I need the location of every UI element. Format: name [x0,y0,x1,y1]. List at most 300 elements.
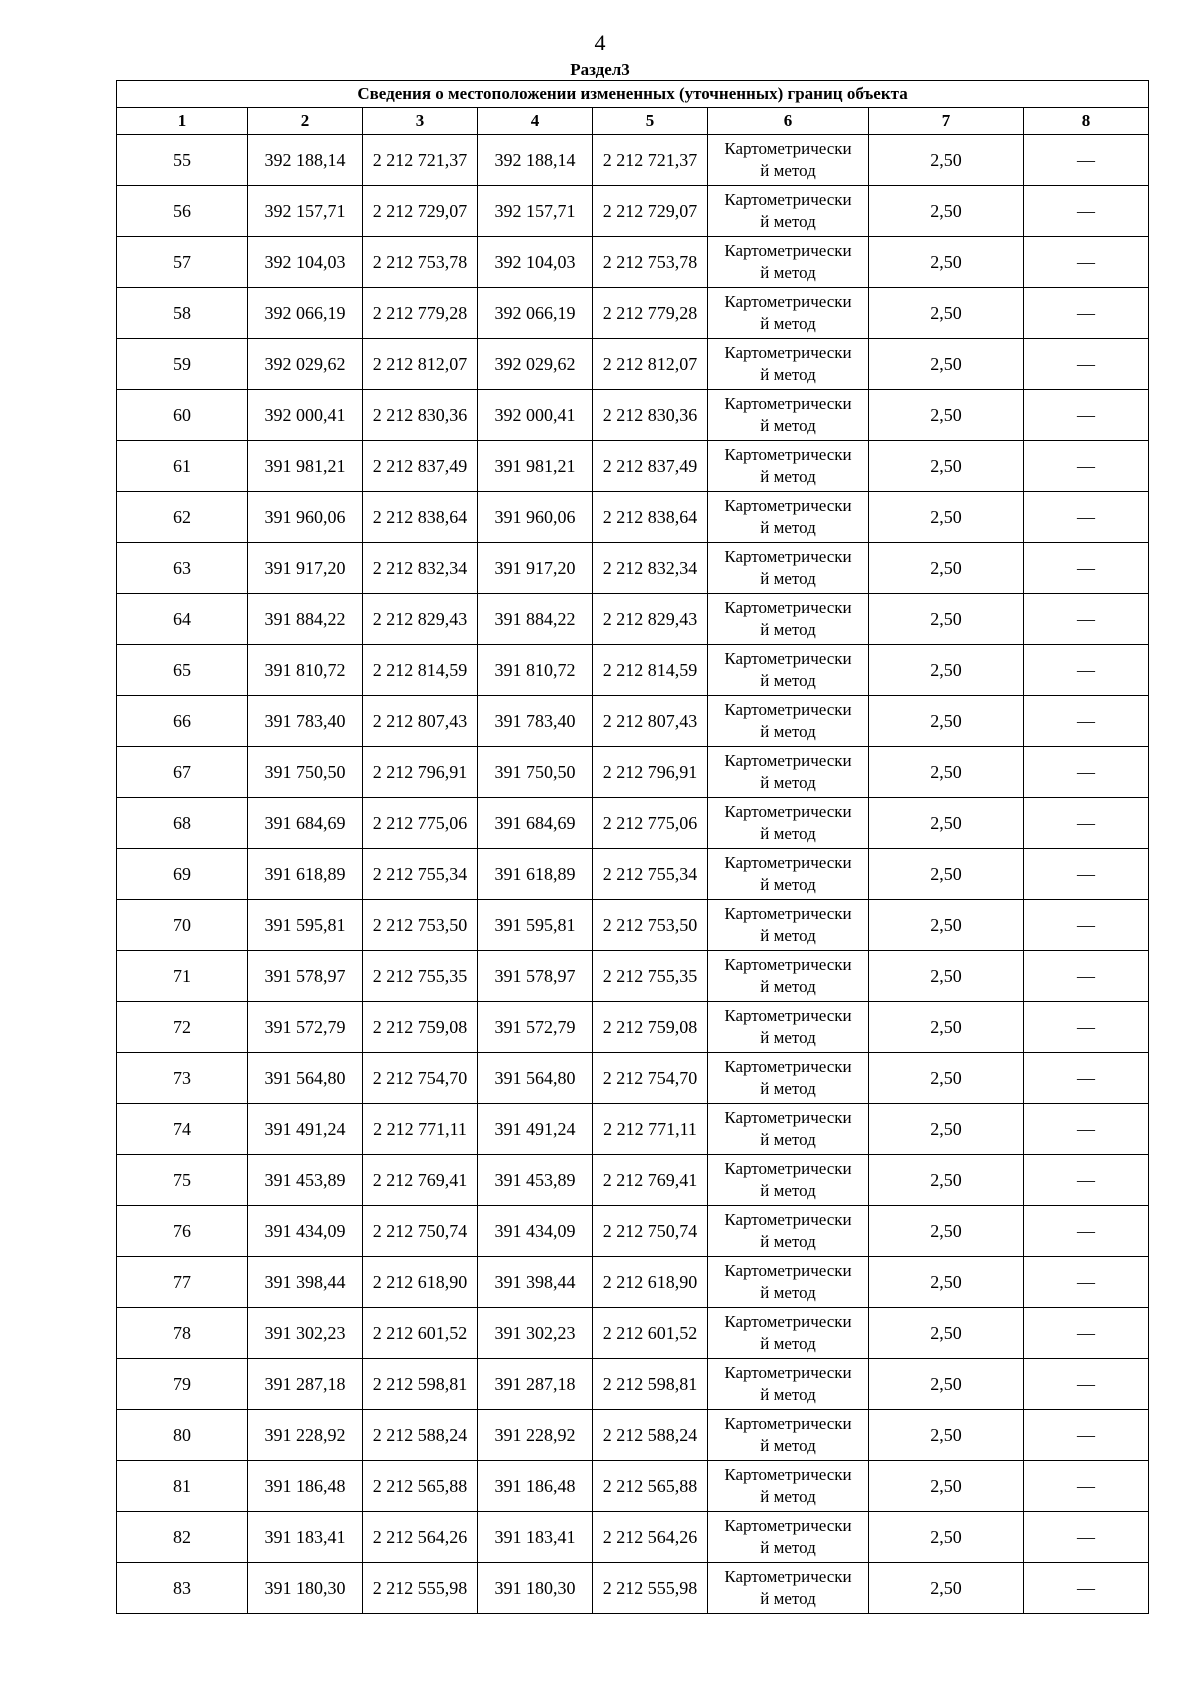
note-cell: — [1024,594,1149,645]
point-number-cell: 67 [117,747,248,798]
method-line: й метод [760,1589,816,1608]
existing-x-cell: 392 000,41 [248,390,363,441]
note-cell: — [1024,1104,1149,1155]
refined-x-cell: 391 572,79 [478,1002,593,1053]
method-line: Картометрически [724,1516,852,1535]
method-line: Картометрически [724,1108,852,1127]
accuracy-cell: 2,50 [869,849,1024,900]
existing-y-cell: 2 212 753,50 [363,900,478,951]
refined-x-cell: 391 186,48 [478,1461,593,1512]
method-cell [708,849,869,900]
existing-y-cell: 2 212 832,34 [363,543,478,594]
refined-x-cell: 391 453,89 [478,1155,593,1206]
method-cell [708,543,869,594]
refined-x-cell: 392 188,14 [478,135,593,186]
method-cell [708,1512,869,1563]
method-cell [708,1461,869,1512]
refined-x-cell: 392 000,41 [478,390,593,441]
method-line: й метод [760,1334,816,1353]
existing-x-cell: 391 180,30 [248,1563,363,1614]
accuracy-cell: 2,50 [869,900,1024,951]
method-line: Картометрически [724,1006,852,1025]
table-row [117,1410,1149,1461]
point-number-cell: 71 [117,951,248,1002]
refined-x-cell: 391 810,72 [478,645,593,696]
note-cell: — [1024,492,1149,543]
refined-y-cell: 2 212 565,88 [593,1461,708,1512]
point-number-cell: 74 [117,1104,248,1155]
refined-y-cell: 2 212 771,11 [593,1104,708,1155]
accuracy-cell: 2,50 [869,1359,1024,1410]
existing-y-cell: 2 212 775,06 [363,798,478,849]
table-row [117,1512,1149,1563]
table-row [117,390,1149,441]
method-line: й метод [760,212,816,231]
method-cell [708,1359,869,1410]
existing-y-cell: 2 212 838,64 [363,492,478,543]
refined-y-cell: 2 212 753,78 [593,237,708,288]
method-cell [708,237,869,288]
table-caption-row [117,81,1149,108]
refined-x-cell: 392 104,03 [478,237,593,288]
table-row [117,594,1149,645]
existing-y-cell: 2 212 598,81 [363,1359,478,1410]
method-line: Картометрически [724,139,852,158]
note-cell: — [1024,441,1149,492]
note-cell: — [1024,543,1149,594]
existing-x-cell: 391 183,41 [248,1512,363,1563]
method-line: Картометрически [724,445,852,464]
existing-x-cell: 391 595,81 [248,900,363,951]
note-cell: — [1024,1206,1149,1257]
page-number: 4 [594,30,606,55]
existing-y-cell: 2 212 618,90 [363,1257,478,1308]
method-line: й метод [760,1079,816,1098]
point-number-cell: 82 [117,1512,248,1563]
refined-y-cell: 2 212 814,59 [593,645,708,696]
point-number-cell: 78 [117,1308,248,1359]
accuracy-cell: 2,50 [869,798,1024,849]
method-line: й метод [760,875,816,894]
accuracy-cell: 2,50 [869,543,1024,594]
refined-y-cell: 2 212 729,07 [593,186,708,237]
method-line: Картометрически [724,1465,852,1484]
note-cell: — [1024,135,1149,186]
existing-x-cell: 391 572,79 [248,1002,363,1053]
method-line: й метод [760,569,816,588]
existing-x-cell: 391 302,23 [248,1308,363,1359]
method-line: й метод [760,671,816,690]
table-row [117,747,1149,798]
existing-y-cell: 2 212 721,37 [363,135,478,186]
refined-y-cell: 2 212 829,43 [593,594,708,645]
accuracy-cell: 2,50 [869,1104,1024,1155]
method-line: Картометрически [724,598,852,617]
existing-x-cell: 391 917,20 [248,543,363,594]
method-line: й метод [760,1028,816,1047]
method-line: Картометрически [724,1159,852,1178]
point-number-cell: 55 [117,135,248,186]
table-row [117,645,1149,696]
refined-x-cell: 391 981,21 [478,441,593,492]
method-line: й метод [760,620,816,639]
existing-x-cell: 392 104,03 [248,237,363,288]
existing-y-cell: 2 212 829,43 [363,594,478,645]
refined-y-cell: 2 212 796,91 [593,747,708,798]
existing-x-cell: 392 157,71 [248,186,363,237]
table-row [117,849,1149,900]
existing-x-cell: 391 578,97 [248,951,363,1002]
note-cell: — [1024,1053,1149,1104]
point-number-cell: 57 [117,237,248,288]
accuracy-cell: 2,50 [869,1053,1024,1104]
refined-x-cell: 391 398,44 [478,1257,593,1308]
method-line: Картометрически [724,853,852,872]
existing-y-cell: 2 212 555,98 [363,1563,478,1614]
column-number: 4 [478,108,593,135]
table-row [117,696,1149,747]
existing-x-cell: 391 618,89 [248,849,363,900]
refined-y-cell: 2 212 812,07 [593,339,708,390]
table-row [117,1104,1149,1155]
table-row [117,543,1149,594]
accuracy-cell: 2,50 [869,186,1024,237]
point-number-cell: 58 [117,288,248,339]
existing-x-cell: 391 564,80 [248,1053,363,1104]
method-cell [708,1257,869,1308]
method-line: й метод [760,926,816,945]
method-cell [708,441,869,492]
method-line: Картометрически [724,394,852,413]
method-line: Картометрически [724,1363,852,1382]
accuracy-cell: 2,50 [869,594,1024,645]
table-row [117,1359,1149,1410]
refined-y-cell: 2 212 775,06 [593,798,708,849]
method-line: Картометрически [724,1312,852,1331]
method-cell [708,492,869,543]
method-line: й метод [760,416,816,435]
note-cell: — [1024,1461,1149,1512]
accuracy-cell: 2,50 [869,696,1024,747]
note-cell: — [1024,237,1149,288]
table-row [117,237,1149,288]
table-row [117,1461,1149,1512]
method-line: Картометрически [724,1414,852,1433]
existing-y-cell: 2 212 769,41 [363,1155,478,1206]
refined-x-cell: 391 783,40 [478,696,593,747]
refined-y-cell: 2 212 755,35 [593,951,708,1002]
point-number-cell: 61 [117,441,248,492]
column-number: 8 [1024,108,1149,135]
note-cell: — [1024,288,1149,339]
table-row [117,798,1149,849]
table-row [117,1053,1149,1104]
existing-y-cell: 2 212 753,78 [363,237,478,288]
method-line: й метод [760,1130,816,1149]
column-number: 2 [248,108,363,135]
refined-y-cell: 2 212 832,34 [593,543,708,594]
method-line: Картометрически [724,292,852,311]
existing-y-cell: 2 212 754,70 [363,1053,478,1104]
refined-y-cell: 2 212 755,34 [593,849,708,900]
accuracy-cell: 2,50 [869,747,1024,798]
refined-x-cell: 391 578,97 [478,951,593,1002]
method-line: Картометрически [724,547,852,566]
note-cell: — [1024,1257,1149,1308]
refined-x-cell: 391 180,30 [478,1563,593,1614]
existing-y-cell: 2 212 588,24 [363,1410,478,1461]
point-number-cell: 64 [117,594,248,645]
accuracy-cell: 2,50 [869,390,1024,441]
point-number-cell: 77 [117,1257,248,1308]
refined-x-cell: 391 917,20 [478,543,593,594]
refined-y-cell: 2 212 721,37 [593,135,708,186]
table-row [117,1155,1149,1206]
method-line: Картометрически [724,241,852,260]
method-line: й метод [760,518,816,537]
table-row [117,441,1149,492]
accuracy-cell: 2,50 [869,1563,1024,1614]
method-cell [708,951,869,1002]
accuracy-cell: 2,50 [869,1461,1024,1512]
refined-y-cell: 2 212 753,50 [593,900,708,951]
table-row [117,339,1149,390]
existing-y-cell: 2 212 771,11 [363,1104,478,1155]
existing-y-cell: 2 212 755,35 [363,951,478,1002]
table-row [117,492,1149,543]
accuracy-cell: 2,50 [869,1308,1024,1359]
existing-x-cell: 391 398,44 [248,1257,363,1308]
refined-y-cell: 2 212 601,52 [593,1308,708,1359]
refined-x-cell: 391 618,89 [478,849,593,900]
refined-y-cell: 2 212 779,28 [593,288,708,339]
method-line: Картометрически [724,751,852,770]
existing-x-cell: 391 981,21 [248,441,363,492]
refined-x-cell: 391 564,80 [478,1053,593,1104]
refined-y-cell: 2 212 769,41 [593,1155,708,1206]
point-number-cell: 66 [117,696,248,747]
refined-x-cell: 391 595,81 [478,900,593,951]
refined-y-cell: 2 212 837,49 [593,441,708,492]
method-line: й метод [760,467,816,486]
method-line: й метод [760,824,816,843]
method-cell [708,696,869,747]
point-number-cell: 60 [117,390,248,441]
accuracy-cell: 2,50 [869,135,1024,186]
method-cell [708,288,869,339]
table-body [117,135,1149,1614]
table-row [117,135,1149,186]
refined-x-cell: 391 750,50 [478,747,593,798]
accuracy-cell: 2,50 [869,1512,1024,1563]
existing-x-cell: 391 228,92 [248,1410,363,1461]
point-number-cell: 80 [117,1410,248,1461]
method-cell [708,1002,869,1053]
note-cell: — [1024,798,1149,849]
method-cell [708,1563,869,1614]
accuracy-cell: 2,50 [869,1155,1024,1206]
column-number: 3 [363,108,478,135]
note-cell: — [1024,390,1149,441]
point-number-cell: 59 [117,339,248,390]
table-row [117,900,1149,951]
method-line: Картометрически [724,343,852,362]
note-cell: — [1024,1359,1149,1410]
refined-x-cell: 391 884,22 [478,594,593,645]
column-number: 5 [593,108,708,135]
method-line: й метод [760,263,816,282]
point-number-cell: 65 [117,645,248,696]
existing-x-cell: 392 188,14 [248,135,363,186]
point-number-cell: 75 [117,1155,248,1206]
method-cell [708,798,869,849]
column-number: 6 [708,108,869,135]
refined-y-cell: 2 212 759,08 [593,1002,708,1053]
existing-y-cell: 2 212 814,59 [363,645,478,696]
note-cell: — [1024,849,1149,900]
method-cell [708,186,869,237]
existing-x-cell: 391 287,18 [248,1359,363,1410]
existing-x-cell: 392 066,19 [248,288,363,339]
point-number-cell: 81 [117,1461,248,1512]
method-cell [708,747,869,798]
refined-y-cell: 2 212 807,43 [593,696,708,747]
existing-x-cell: 391 684,69 [248,798,363,849]
column-number: 7 [869,108,1024,135]
point-number-cell: 68 [117,798,248,849]
accuracy-cell: 2,50 [869,951,1024,1002]
note-cell: — [1024,1410,1149,1461]
existing-x-cell: 391 783,40 [248,696,363,747]
method-cell [708,1410,869,1461]
refined-x-cell: 391 491,24 [478,1104,593,1155]
point-number-cell: 56 [117,186,248,237]
note-cell: — [1024,747,1149,798]
method-line: Картометрически [724,955,852,974]
existing-x-cell: 391 186,48 [248,1461,363,1512]
note-cell: — [1024,900,1149,951]
existing-x-cell: 391 434,09 [248,1206,363,1257]
table-row [117,1257,1149,1308]
method-line: й метод [760,365,816,384]
refined-y-cell: 2 212 838,64 [593,492,708,543]
refined-x-cell: 392 029,62 [478,339,593,390]
note-cell: — [1024,645,1149,696]
accuracy-cell: 2,50 [869,288,1024,339]
existing-y-cell: 2 212 779,28 [363,288,478,339]
refined-y-cell: 2 212 555,98 [593,1563,708,1614]
refined-y-cell: 2 212 754,70 [593,1053,708,1104]
column-number-row [117,108,1149,135]
point-number-cell: 62 [117,492,248,543]
refined-y-cell: 2 212 564,26 [593,1512,708,1563]
point-number-cell: 70 [117,900,248,951]
method-line: й метод [760,1436,816,1455]
existing-y-cell: 2 212 601,52 [363,1308,478,1359]
method-cell [708,390,869,441]
existing-y-cell: 2 212 812,07 [363,339,478,390]
method-line: Картометрически [724,700,852,719]
method-cell [708,594,869,645]
table-row [117,1206,1149,1257]
column-number: 1 [117,108,248,135]
existing-x-cell: 391 453,89 [248,1155,363,1206]
existing-x-cell: 392 029,62 [248,339,363,390]
method-cell [708,645,869,696]
method-line: Картометрически [724,802,852,821]
refined-x-cell: 391 960,06 [478,492,593,543]
method-line: Картометрически [724,496,852,515]
existing-y-cell: 2 212 564,26 [363,1512,478,1563]
existing-y-cell: 2 212 837,49 [363,441,478,492]
table-row [117,1308,1149,1359]
method-line: Картометрически [724,649,852,668]
method-line: й метод [760,314,816,333]
table-row [117,1563,1149,1614]
section-title: Раздел3 [570,60,630,79]
method-line: Картометрически [724,1210,852,1229]
point-number-cell: 69 [117,849,248,900]
method-cell [708,339,869,390]
method-cell [708,1308,869,1359]
note-cell: — [1024,1002,1149,1053]
point-number-cell: 73 [117,1053,248,1104]
method-line: й метод [760,1487,816,1506]
accuracy-cell: 2,50 [869,1257,1024,1308]
accuracy-cell: 2,50 [869,1002,1024,1053]
accuracy-cell: 2,50 [869,237,1024,288]
method-line: й метод [760,773,816,792]
method-cell [708,900,869,951]
point-number-cell: 76 [117,1206,248,1257]
point-number-cell: 63 [117,543,248,594]
note-cell: — [1024,1563,1149,1614]
accuracy-cell: 2,50 [869,1410,1024,1461]
method-line: Картометрически [724,1057,852,1076]
refined-y-cell: 2 212 598,81 [593,1359,708,1410]
accuracy-cell: 2,50 [869,441,1024,492]
point-number-cell: 83 [117,1563,248,1614]
method-line: Картометрически [724,190,852,209]
method-line: й метод [760,1538,816,1557]
method-cell [708,135,869,186]
existing-x-cell: 391 960,06 [248,492,363,543]
existing-x-cell: 391 884,22 [248,594,363,645]
existing-y-cell: 2 212 755,34 [363,849,478,900]
existing-y-cell: 2 212 807,43 [363,696,478,747]
refined-x-cell: 392 157,71 [478,186,593,237]
refined-x-cell: 391 434,09 [478,1206,593,1257]
existing-y-cell: 2 212 750,74 [363,1206,478,1257]
method-line: й метод [760,977,816,996]
refined-x-cell: 392 066,19 [478,288,593,339]
method-line: Картометрически [724,904,852,923]
accuracy-cell: 2,50 [869,339,1024,390]
refined-x-cell: 391 302,23 [478,1308,593,1359]
table-row [117,288,1149,339]
accuracy-cell: 2,50 [869,1206,1024,1257]
refined-y-cell: 2 212 618,90 [593,1257,708,1308]
existing-y-cell: 2 212 759,08 [363,1002,478,1053]
refined-y-cell: 2 212 588,24 [593,1410,708,1461]
table-row [117,186,1149,237]
note-cell: — [1024,951,1149,1002]
method-line: Картометрически [724,1261,852,1280]
refined-x-cell: 391 684,69 [478,798,593,849]
accuracy-cell: 2,50 [869,645,1024,696]
existing-y-cell: 2 212 830,36 [363,390,478,441]
refined-y-cell: 2 212 830,36 [593,390,708,441]
